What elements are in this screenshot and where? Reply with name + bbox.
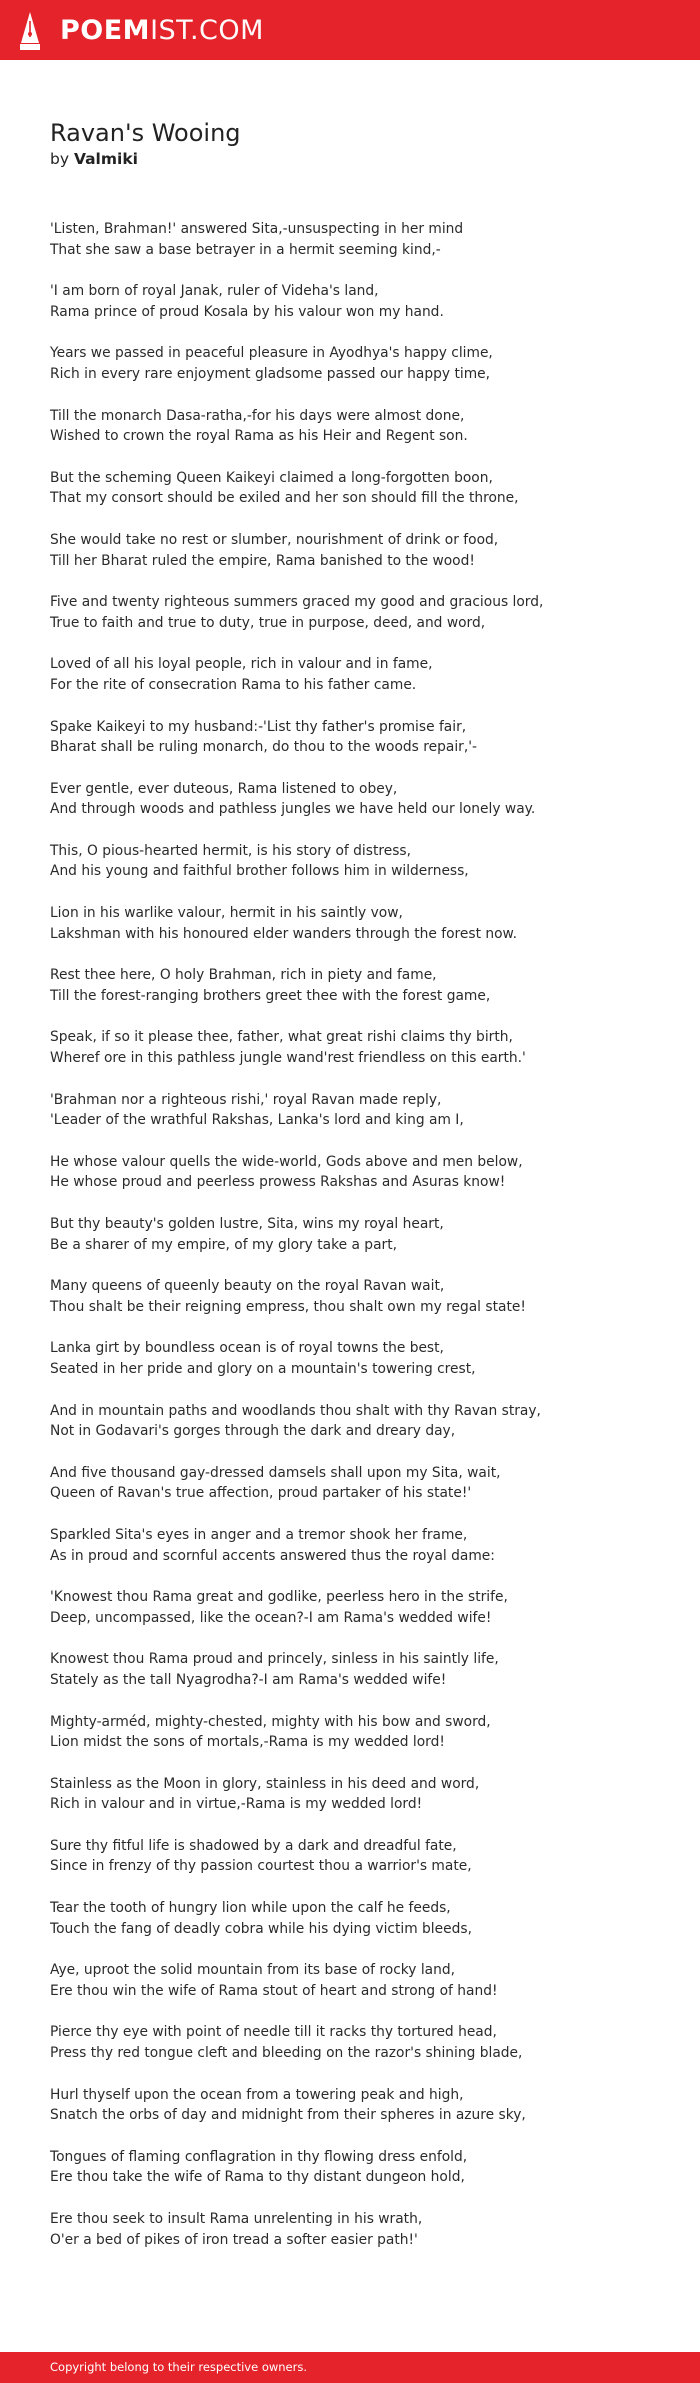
stanza: [50, 1401, 670, 1442]
poem-line: Till the monarch Dasa-ratha,-for his days were almost done,: [50, 407, 465, 424]
stanza: [50, 406, 670, 447]
stanza: [50, 1463, 670, 1504]
stanza: [50, 1774, 670, 1815]
poem-line: Rich in every rare enjoyment gladsome passed our happy time,: [50, 365, 491, 382]
poem-line: Press thy red tongue cleft and bleeding on the razor's shining blade,: [50, 2045, 523, 2062]
stanza: [50, 841, 670, 882]
stanza: [50, 592, 670, 633]
poem-line: Years we passed in peaceful pleasure in Ayodhya's happy clime,: [50, 345, 493, 362]
stanza: [50, 1338, 670, 1379]
poem-line: That my consort should be exiled and her son should fill the throne,: [50, 490, 519, 507]
stanza: [50, 1587, 670, 1628]
poem-line: True to faith and true to duty, true in purpose, deed, and word,: [50, 614, 486, 631]
poem-line: Tongues of flaming conflagration in thy flowing dress enfold,: [50, 2148, 468, 2165]
copyright-notice: Copyright belong to their respective owners.: [50, 2360, 308, 2374]
stanza: [50, 1214, 670, 1255]
poem-line: Tear the tooth of hungry lion while upon the calf he feeds,: [50, 1900, 451, 1917]
site-logo-link[interactable]: [18, 10, 264, 52]
stanza: [50, 717, 670, 758]
poem-line: Wished to crown the royal Rama as his Heir and Regent son.: [50, 428, 468, 445]
stanza: [50, 1152, 670, 1193]
poem-line: Since in frenzy of thy passion courtest thou a warrior's mate,: [50, 1858, 472, 1875]
poem-line: Stately as the tall Nyagrodha?-I am Rama's wedded wife!: [50, 1671, 447, 1688]
poem-line: Bharat shall be ruling monarch, do thou to the woods repair,'-: [50, 739, 477, 756]
poem-line: He whose valour quells the wide-world, Gods above and men below,: [50, 1153, 523, 1170]
stanza: [50, 219, 670, 260]
poem-line: Ere thou win the wife of Rama stout of heart and strong of hand!: [50, 1982, 498, 1999]
poem-line: Aye, uproot the solid mountain from its base of rocky land,: [50, 1962, 456, 1979]
poem-line: Lanka girt by boundless ocean is of royal towns the best,: [50, 1340, 444, 1357]
poem-line: For the rite of consecration Rama to his father came.: [50, 676, 417, 693]
poem-line: Queen of Ravan's true affection, proud partaker of his state!': [50, 1485, 472, 1502]
stanza: [50, 1960, 670, 2001]
pen-nib-icon: [18, 11, 42, 51]
poem-line: Ere thou seek to insult Rama unrelenting in his wrath,: [50, 2211, 423, 2227]
poem-line: Many queens of queenly beauty on the royal Ravan wait,: [50, 1278, 445, 1295]
poem-line: Sparkled Sita's eyes in anger and a tremor shook her frame,: [50, 1526, 468, 1543]
poem-line: 'Knowest thou Rama great and godlike, peerless hero in the strife,: [50, 1589, 508, 1606]
site-name-light: IST.COM: [150, 15, 264, 46]
poem-line: That she saw a base betrayer in a hermit seeming kind,-: [50, 241, 441, 258]
poem-line: Lion midst the sons of mortals,-Rama is my wedded lord!: [50, 1734, 445, 1751]
poem-line: Wheref ore in this pathless jungle wand'rest friendless on this earth.': [50, 1050, 526, 1067]
poem-line: Loved of all his loyal people, rich in valour and in fame,: [50, 656, 433, 673]
poem-line: 'I am born of royal Janak, ruler of Videha's land,: [50, 283, 379, 300]
poem-line: 'Brahman nor a righteous rishi,' royal Ravan made reply,: [50, 1091, 442, 1108]
poem-line: Till the forest-ranging brothers greet thee with the forest game,: [50, 987, 491, 1004]
stanza: [50, 1898, 670, 1939]
poem-line: And through woods and pathless jungles we have held our lonely way.: [50, 801, 536, 818]
poem-line: O'er a bed of pikes of iron tread a softer easier path!': [50, 2231, 418, 2248]
poem-line: Deep, uncompassed, like the ocean?-I am Rama's wedded wife!: [50, 1609, 492, 1626]
poem-line: Snatch the orbs of day and midnight from their spheres in azure sky,: [50, 2107, 526, 2124]
poem-line: Rest thee here, O holy Brahman, rich in piety and fame,: [50, 967, 437, 984]
poem-line: And in mountain paths and woodlands thou shalt with thy Ravan stray,: [50, 1402, 541, 1419]
poem-line: Rama prince of proud Kosala by his valour won my hand.: [50, 303, 444, 320]
poem-line: Stainless as the Moon in glory, stainless in his deed and word,: [50, 1775, 480, 1792]
poem-line: As in proud and scornful accents answered thus the royal dame:: [50, 1547, 495, 1564]
top-header-bar: [0, 0, 700, 60]
poem-title: Ravan's Wooing: [50, 119, 241, 147]
poem-line: Touch the fang of deadly cobra while his dying victim bleeds,: [50, 1920, 472, 1937]
poem-line: Ever gentle, ever duteous, Rama listened to obey,: [50, 780, 398, 797]
stanza: [50, 1090, 670, 1131]
poem-line: Till her Bharat ruled the empire, Rama banished to the wood!: [50, 552, 475, 569]
stanza: [50, 654, 670, 695]
poem-line: Speak, if so it please thee, father, what great rishi claims thy birth,: [50, 1029, 513, 1046]
poem-line: Be a sharer of my empire, of my glory take a part,: [50, 1236, 397, 1253]
poem-line: Not in Godavari's gorges through the dark and dreary day,: [50, 1423, 456, 1440]
poem-line: 'Leader of the wrathful Rakshas, Lanka's lord and king am I,: [50, 1112, 464, 1129]
poem-line: 'Listen, Brahman!' answered Sita,-unsuspecting in her mind: [50, 221, 464, 237]
author-name: Valmiki: [73, 150, 138, 168]
poem-line: But the scheming Queen Kaikeyi claimed a long-forgotten boon,: [50, 469, 493, 486]
stanza: [50, 530, 670, 571]
poem-line: And five thousand gay-dressed damsels shall upon my Sita, wait,: [50, 1464, 501, 1481]
poem-header: [50, 118, 650, 170]
stanza: [50, 903, 670, 944]
poem-line: Thou shalt be their reigning empress, thou shalt own my regal state!: [50, 1298, 526, 1315]
stanza: [50, 2022, 670, 2063]
poem-line: This, O pious-hearted hermit, is his story of distress,: [50, 842, 411, 859]
poem-line: He whose proud and peerless prowess Rakshas and Asuras know!: [50, 1174, 506, 1191]
poem-line: She would take no rest or slumber, nourishment of drink or food,: [50, 531, 499, 548]
site-name-bold: POEM: [60, 15, 151, 46]
footer-bar: [0, 2352, 700, 2383]
stanza: [50, 1276, 670, 1317]
stanza: [50, 2147, 670, 2188]
stanza: [50, 1525, 670, 1566]
poem-line: Rich in valour and in virtue,-Rama is my wedded lord!: [50, 1796, 423, 1813]
poem-line: Knowest thou Rama proud and princely, sinless in his saintly life,: [50, 1651, 499, 1668]
stanza: [50, 281, 670, 322]
poem-line: Sure thy fitful life is shadowed by a dark and dreadful fate,: [50, 1837, 457, 1854]
poem-body: [50, 219, 670, 2271]
poem-line: Hurl thyself upon the ocean from a towering peak and high,: [50, 2086, 464, 2103]
stanza: [50, 468, 670, 509]
stanza: [50, 2085, 670, 2126]
poem-line: Spake Kaikeyi to my husband:-'List thy father's promise fair,: [50, 718, 467, 735]
site-name: [60, 10, 264, 52]
poem-line: Ere thou take the wife of Rama to thy distant dungeon hold,: [50, 2169, 465, 2186]
poem-line: Pierce thy eye with point of needle till it racks thy tortured head,: [50, 2024, 497, 2041]
stanza: [50, 1836, 670, 1877]
stanza: [50, 779, 670, 820]
poem-line: Mighty-arméd, mighty-chested, mighty with his bow and sword,: [50, 1713, 491, 1730]
poem-line: Lion in his warlike valour, hermit in his saintly vow,: [50, 905, 403, 922]
byline: [50, 148, 650, 170]
by-label: by: [50, 150, 70, 168]
stanza: [50, 965, 670, 1006]
poem-line: Seated in her pride and glory on a mountain's towering crest,: [50, 1360, 476, 1377]
stanza: [50, 2209, 670, 2250]
poem-line: But thy beauty's golden lustre, Sita, wins my royal heart,: [50, 1216, 444, 1232]
stanza: [50, 1027, 670, 1068]
poem-line: Five and twenty righteous summers graced my good and gracious lord,: [50, 594, 544, 611]
poem-line: And his young and faithful brother follows him in wilderness,: [50, 863, 469, 880]
poem-line: Lakshman with his honoured elder wanders through the forest now.: [50, 925, 517, 942]
stanza: [50, 1649, 670, 1690]
stanza: [50, 343, 670, 384]
stanza: [50, 1712, 670, 1753]
